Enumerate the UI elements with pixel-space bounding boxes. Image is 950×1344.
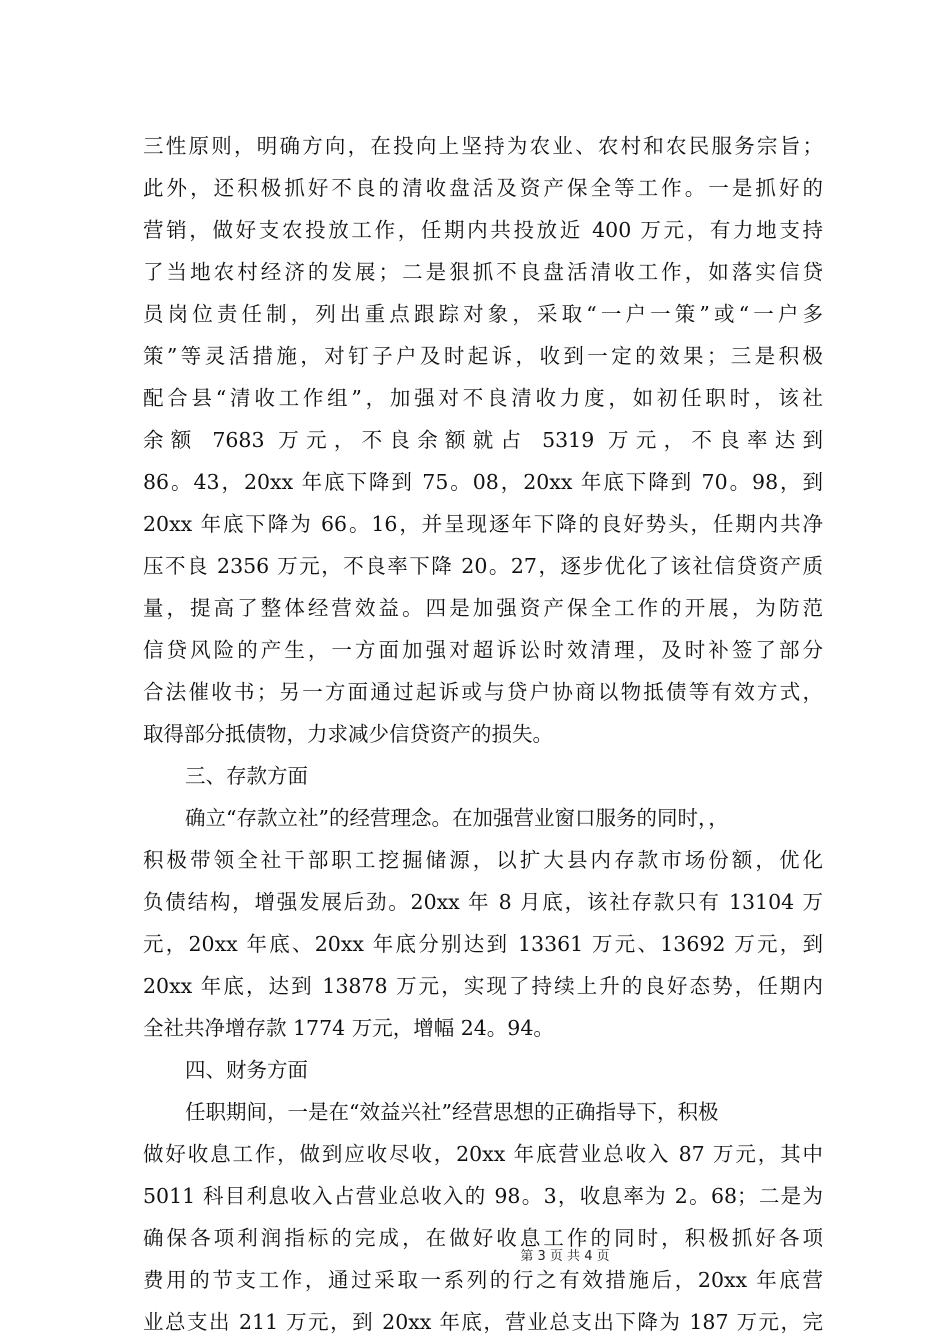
text-line-19: 负债结构，增强发展后劲。20xx 年 8 月底，该社存款只有 13104 万 <box>143 890 823 914</box>
text-line-28: 费用的节支工作，通过采取一系列的行之有效措施后，20xx 年底营 <box>143 1268 823 1292</box>
text-line-21: 20xx 年底，达到 13878 万元，实现了持续上升的良好态势，任期内 <box>143 974 823 998</box>
text-line-8: 余额 7683 万元，不良余额就占 5319 万元，不良率达到 <box>143 428 823 452</box>
text-line-4: 了当地农村经济的发展；二是狠抓不良盘活清收工作，如落实信贷 <box>143 260 823 284</box>
text-line-7: 配合县“清收工作组”，加强对不良清收力度，如初任职时，该社 <box>143 386 823 410</box>
text-line-3: 营销，做好支农投放工作，任期内共投放近 400 万元，有力地支持 <box>143 218 823 242</box>
section-heading-deposits: 三、存款方面 <box>185 764 308 788</box>
text-line-18: 积极带领全社干部职工挖掘储源，以扩大县内存款市场份额，优化 <box>143 848 823 872</box>
text-line-1: 三性原则，明确方向，在投向上坚持为农业、农村和农民服务宗旨； <box>143 134 823 158</box>
text-line-6: 策”等灵活措施，对钉子户及时起诉，收到一定的效果；三是积极 <box>143 344 823 368</box>
text-line-11: 压不良 2356 万元，不良率下降 20。27，逐步优化了该社信贷资产质 <box>143 554 823 578</box>
page-footer <box>0 1245 950 1264</box>
text-line-2: 此外，还积极抓好不良的清收盘活及资产保全等工作。一是抓好的 <box>143 176 823 200</box>
text-line-5: 员岗位责任制，列出重点跟踪对象，采取“一户一策”或“一户多 <box>143 302 823 326</box>
text-line-12: 量，提高了整体经营效益。四是加强资产保全工作的开展，为防范 <box>143 596 823 620</box>
section-heading-finance: 四、财务方面 <box>185 1058 308 1082</box>
body-text <box>143 125 823 1343</box>
text-line-22: 全社共净增存款 1774 万元，增幅 24。94。 <box>143 1016 554 1040</box>
text-line-14: 合法催收书；另一方面通过起诉或与贷户协商以物抵债等有效方式， <box>143 680 823 704</box>
text-line-29: 业总支出 211 万元，到 20xx 年底，营业总支出下降为 187 万元，完 <box>143 1310 823 1334</box>
text-line-10: 20xx 年底下降为 66。16，并呈现逐年下降的良好势头，任期内共净 <box>143 512 823 536</box>
text-line-20: 元，20xx 年底、20xx 年底分别达到 13361 万元、13692 万元，到 <box>143 932 823 956</box>
text-line-25: 做好收息工作，做到应收尽收，20xx 年底营业总收入 87 万元，其中 <box>143 1142 823 1166</box>
page-number: 第 3 页 共 4 页 <box>520 1249 610 1264</box>
text-line-9: 86。43，20xx 年底下降到 75。08，20xx 年底下降到 70。98，到 <box>143 470 823 494</box>
text-line-17: 确立“存款立社”的经营理念。在加强营业窗口服务的同时，， <box>185 806 729 830</box>
text-line-13: 信贷风险的产生，一方面加强对超诉讼时效清理，及时补签了部分 <box>143 638 823 662</box>
text-line-27: 确保各项利润指标的完成，在做好收息工作的同时，积极抓好各项 <box>143 1226 823 1250</box>
text-line-15: 取得部分抵债物，力求减少信贷资产的损失。 <box>143 722 553 746</box>
text-line-24: 任职期间，一是在“效益兴社”经营思想的正确指导下，积极 <box>185 1100 719 1124</box>
text-line-26: 5011 科目利息收入占营业总收入的 98。3，收息率为 2。68；二是为 <box>143 1184 823 1208</box>
